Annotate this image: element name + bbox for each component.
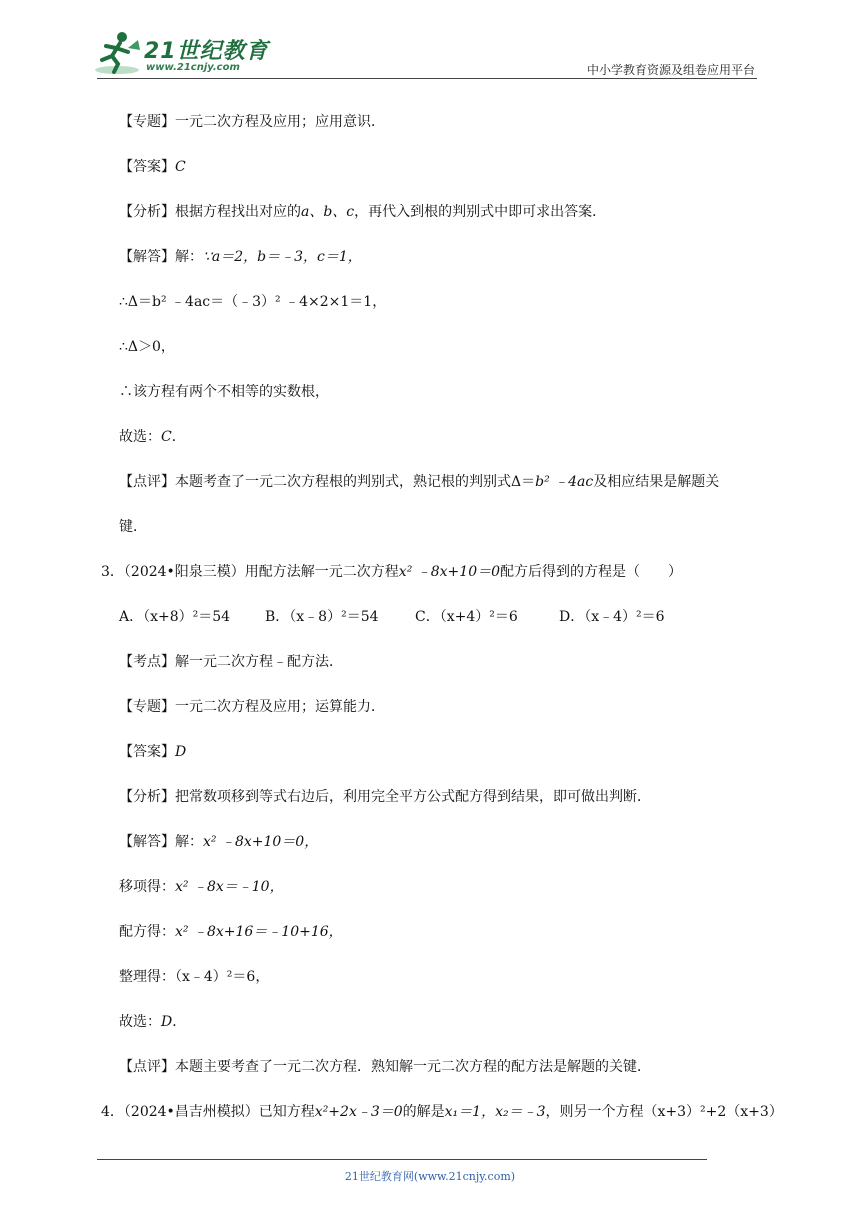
q3-option-d[interactable]: D．（x﹣4）²＝6 [559, 609, 665, 625]
page-header [0, 0, 860, 90]
q3-option-a[interactable]: A．（x+8）²＝54 [119, 609, 231, 625]
q3-solution-2-label: 移项得： [119, 879, 175, 895]
q2-analysis [119, 202, 606, 222]
footer-divider [97, 1159, 707, 1160]
q3-solution-3-label: 配方得： [119, 924, 175, 940]
q3-solution-line-3 [119, 922, 343, 942]
q3-solution-5 [119, 1012, 186, 1032]
q3-option-c[interactable]: C．（x+4）²＝6 [415, 609, 518, 625]
q3-solution-label: 【解答】解： [119, 834, 203, 850]
q4-stem-eq: x²+2x﹣3＝0 [314, 1104, 403, 1120]
q3-comment: 【点评】本题主要考查了一元二次方程．熟知解一元二次方程的配方法是解题的关键． [119, 1059, 651, 1075]
q3-solution-2: x² ﹣8x＝﹣10， [175, 879, 284, 895]
q3-solution-line-4 [119, 967, 269, 987]
q3-solution-4: （x﹣4）²＝6， [175, 969, 270, 985]
q2-solution-5-pre: 故选： [119, 429, 161, 445]
q3-answer-value: D [175, 744, 187, 760]
q2-solution-5 [119, 427, 186, 447]
q4-stem-roots: x₁＝1，x₂＝﹣3 [444, 1104, 546, 1120]
q2-topic: 【专题】一元二次方程及应用；应用意识． [119, 114, 385, 130]
q2-analysis-pre: 【分析】根据方程找出对应的 [119, 204, 301, 220]
q2-comment-cont: 键． [119, 519, 147, 535]
q3-solution-4-label: 整理得： [119, 969, 175, 985]
q3-solution-5-pre: 故选： [119, 1014, 161, 1030]
q4-stem-eq2: （x+3）²+2（x+3） [643, 1104, 783, 1120]
q3-point: 【考点】解一元二次方程﹣配方法． [119, 654, 343, 670]
q3-solution-line-1 [119, 832, 318, 852]
q2-answer [119, 157, 186, 177]
q3-stem-eq: x² ﹣8x+10＝0 [398, 564, 501, 580]
header-tagline: 中小学教育资源及组卷应用平台 [586, 63, 755, 77]
q3-solution-3: x² ﹣8x+16＝﹣10+16， [175, 924, 343, 940]
q4-stem-pre: 4．（2024•昌吉州模拟）已知方程 [101, 1104, 315, 1120]
q3-solution-5-post: ． [172, 1014, 187, 1030]
q2-solution-4: ∴该方程有两个不相等的实数根， [119, 384, 329, 400]
q3-stem-post: 配方后得到的方程是（ ） [500, 564, 683, 580]
q2-comment-pre: 【点评】本题考查了一元二次方程根的判别式，熟记根的判别式Δ＝ [119, 474, 536, 490]
q2-analysis-post: ，再代入到根的判别式中即可求出答案． [354, 204, 607, 220]
q3-topic: 【专题】一元二次方程及应用；运算能力． [119, 699, 385, 715]
q3-option-b[interactable]: B．（x﹣8）²＝54 [265, 609, 379, 625]
q4-stem [101, 1102, 783, 1122]
q3-options [119, 607, 665, 627]
q3-stem-pre: 3．（2024•阳泉三模）用配方法解一元二次方程 [101, 564, 399, 580]
q3-answer-label: 【答案】 [119, 744, 175, 760]
logo-text: 21世纪教育 [144, 39, 269, 64]
footer-link[interactable]: 21世纪教育网(www.21cnjy.com) [344, 1170, 516, 1183]
q2-comment [119, 472, 719, 492]
q3-solution-line-2 [119, 877, 284, 897]
q2-solution-1: ∵a＝2，b＝﹣3，c＝1， [203, 249, 362, 265]
q3-answer [119, 742, 186, 762]
q3-solution-1: x² ﹣8x+10＝0， [203, 834, 319, 850]
q4-stem-post: ，则另一个方程 [545, 1104, 644, 1120]
site-logo[interactable] [92, 30, 272, 80]
q2-solution-5-post: ． [171, 429, 186, 445]
q2-solution-5-ans: C [161, 429, 172, 445]
header-divider [97, 78, 757, 79]
q2-analysis-vars: a、b、c [301, 204, 355, 220]
runner-icon [92, 30, 142, 76]
q2-comment-formula: b² ﹣4ac [535, 474, 594, 490]
q2-answer-value: C [175, 159, 186, 175]
q3-stem [101, 562, 682, 582]
logo-url: www.21cnjy.com [146, 62, 240, 73]
q2-solution-2: ∴Δ＝b² ﹣4ac＝（﹣3）² ﹣4×2×1＝1， [119, 294, 387, 310]
q2-solution-3: ∴Δ＞0， [119, 339, 175, 355]
q2-answer-label: 【答案】 [119, 159, 175, 175]
q2-comment-post: 及相应结果是解题关 [593, 474, 720, 490]
q2-solution-line-1 [119, 247, 362, 267]
q3-analysis: 【分析】把常数项移到等式右边后，利用完全平方公式配方得到结果，即可做出判断． [119, 789, 651, 805]
q3-solution-5-ans: D [161, 1014, 173, 1030]
q4-stem-mid: 的解是 [402, 1104, 445, 1120]
q2-solution-label: 【解答】解： [119, 249, 203, 265]
